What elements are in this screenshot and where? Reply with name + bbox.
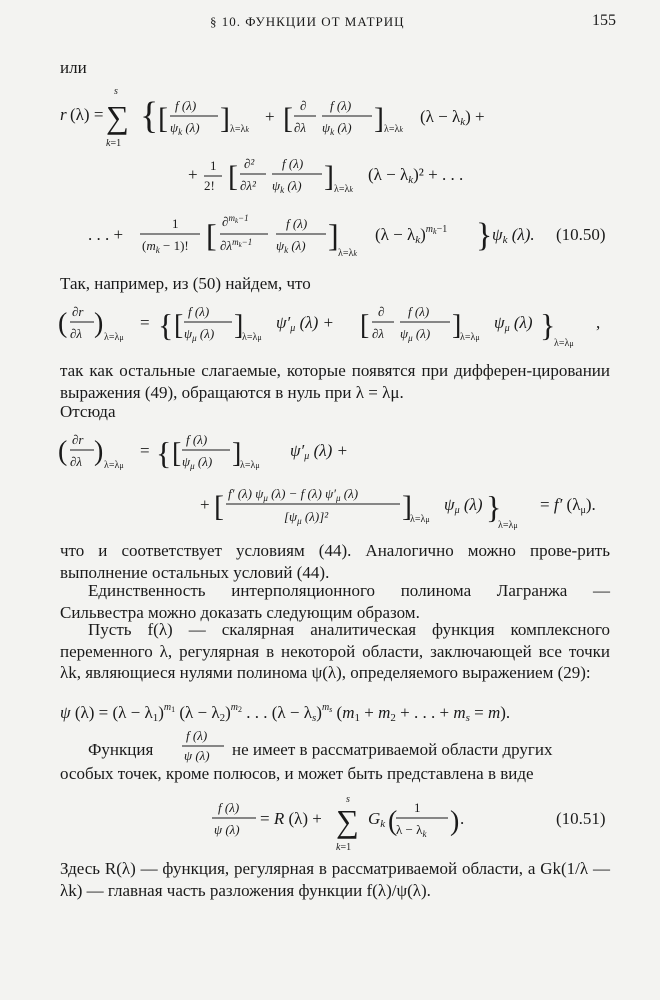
svg-text:[: [ [283,102,293,135]
svg-text:f (λ): f (λ) [286,216,308,231]
svg-text:+: + [188,165,198,184]
svg-text:f (λ): f (λ) [186,728,208,743]
svg-text:s: s [346,794,350,805]
svg-text:f (λ): f (λ) [186,432,208,447]
svg-text:1: 1 [172,216,179,231]
svg-text:ψμ (λ): $\psi_\mu$ (λ) [182,454,213,471]
text-otsyuda: Отсюда [60,402,116,421]
svg-text:ψμ (λ): ψμ (λ) [494,313,533,334]
svg-text:∂λ: ∂λ [70,454,83,469]
text-edinstvennost: Единственность интерполяционного полинома Лагранжа — Сильвестра можно доказать следующим образом. [60,581,610,622]
page-number: 155 [592,12,616,29]
svg-text:(λ) =: (λ) = [70,105,104,124]
svg-text:[: [ [172,438,182,469]
svg-text:(λ − λk) +: (λ − λk) + [420,107,485,128]
svg-text:ψ′μ (λ) +: ψ′μ (λ) + [276,313,334,334]
svg-text:λ=λμ: λ=λμ [104,332,124,343]
text-zdes: Здесь R(λ) — функция, регулярная в рассматриваемой области, а Gk(1/λ — λk) — главная часть разложения функции f(λ)/ψ(λ). [60,859,610,900]
svg-text:∂: ∂ [300,98,307,113]
svg-text:]: ] [374,102,384,135]
svg-text:f (λ): f (λ) [330,98,352,113]
svg-text:[: [ [360,310,370,341]
svg-text:ψk (λ): $\psi_k$ (λ) [272,178,302,195]
svg-text:]: ] [232,438,242,469]
svg-text:∂r: ∂r [72,304,84,319]
svg-text:]: ] [234,310,244,341]
text-funktsiya-suffix: не имеет в рассматриваемой области других [232,740,553,759]
svg-text:f (λ): f (λ) [175,98,197,113]
svg-text:): ) [94,436,104,467]
svg-text:ψ′μ (λ) +: ψ′μ (λ) + [290,441,348,462]
svg-text:ψk (λ).: ψk (λ). [492,225,535,246]
eq-label-10-50: (10.50) [556,225,606,244]
svg-text:ψk (λ): $\psi_k$ (λ) [322,120,352,137]
svg-text:]: ] [324,160,334,193]
svg-text:): ) [94,308,104,339]
svg-text:λ=λμ: λ=λμ [240,460,260,471]
fraction-f-over-psi [180,728,228,768]
svg-text:λ=λμ: λ=λμ [498,520,518,531]
text-tak-kak: так как остальные слагаемые, которые появятся при дифферен-цировании выражения (49), обращаются в нуль при λ = λμ. [60,361,610,402]
svg-text:λ=λμ: λ=λμ [104,460,124,471]
svg-text:. . . +: . . . + [88,225,124,244]
svg-text:]: ] [402,490,412,523]
svg-text:∂λ: ∂λ [372,326,385,341]
svg-text:ψ (λ): ψ (λ) [184,748,210,763]
svg-text:λ=λμ: λ=λμ [460,332,480,343]
svg-text:∂λ: ∂λ [70,326,83,341]
equation-check [0,424,660,534]
svg-text:λ=λμ: λ=λμ [242,332,262,343]
svg-text:λ=λμ: λ=λμ [410,514,430,525]
text-funktsiya-prefix: Функция [88,740,154,759]
svg-text:(: ( [388,806,398,837]
svg-text:λ=λk: λ=λk [334,184,353,195]
svg-text:(λ − λk)² + . . .: (λ − λk)² + . . . [368,165,464,186]
svg-text:ψk (λ): $\psi_k$ (λ) [276,238,306,255]
svg-text:ψμ (λ): $\psi_\mu$ (λ) [184,326,215,343]
svg-text:}: } [540,307,556,343]
svg-text:ψ (λ) = (λ − λ1)m1 (λ − λ2)m2: ψ $(\lambda) = (\lambda - \lambda 1)^m1$ $(\lambda - \lambda 2)^m2$ . . . $(\lambda - \lambda s)^ms$ (m1 + m2 + . . . + ms = m). [60,702,511,724]
svg-text:ψ (λ): ψ (λ) [214,822,240,837]
equation-10-51 [0,790,660,856]
svg-text:∂mk−1: ∂$^m$k−1 [222,213,249,229]
svg-text:λ=λk: λ=λk [384,124,403,135]
svg-text:f′ (λ) ψμ (λ) − f (λ) ψ′μ (λ): f′ (λ) $\psi_\mu$ (λ) − f (λ) $\psi'_\mu$ (λ) [228,486,359,503]
svg-text:[: [ [174,310,184,341]
svg-text:f (λ): f (λ) [188,304,210,319]
svg-text:∂²: ∂² [244,156,255,171]
svg-text:∂r: ∂r [72,432,84,447]
svg-text:f (λ): f (λ) [282,156,304,171]
eq-label-10-51: (10.51) [556,809,606,828]
svg-text:[: [ [228,160,238,193]
svg-text:k=1: k=1 [336,842,352,853]
svg-text:+: + [200,495,210,514]
svg-text:∂λmk−1: $\partial\lambda^mk-1$ [220,237,253,253]
equation-10-50 [0,80,660,270]
svg-text:[: [ [206,217,217,253]
svg-text:(mk − 1)!: $(m_k - 1)$! [142,238,189,255]
svg-text:ψk (λ): $\psi_k$ (λ) [170,120,200,137]
svg-text:}: } [486,489,502,525]
svg-text:r: r [60,105,67,124]
svg-text:Gk: Gk [368,809,386,830]
svg-text:1: 1 [414,800,421,815]
svg-text:+: + [265,107,275,126]
svg-text:}: } [476,217,493,254]
svg-text:=: = [140,313,150,332]
svg-text:]: ] [452,310,462,341]
svg-text:λ=λμ: λ=λμ [554,338,574,349]
svg-text:λ − λk: $\lambda - \lambda_k$ [396,822,427,839]
svg-text:.: . [460,809,465,828]
svg-text:λ=λk: λ=λk [338,248,357,259]
svg-text:∂λ: ∂λ [294,120,307,135]
svg-text:ψμ (λ): $\psi_\mu$ (λ) [400,326,431,343]
svg-text:f (λ): f (λ) [408,304,430,319]
running-title: § 10. ФУНКЦИИ ОТ МАТРИЦ [210,14,405,29]
equation-dr-dlambda [0,298,660,358]
svg-text:= f′ (λμ).: = f′ (λμ). [540,495,596,516]
svg-text:=: = [140,441,150,460]
svg-text:(λ − λk)mk−1: $(\lambda - \lambda k)^mk-1$ [375,224,448,246]
svg-text:[ψμ (λ)]²: [$\psi_\mu$ (λ)]² [284,509,329,526]
svg-text:]: ] [328,217,339,253]
svg-text:1: 1 [210,158,217,173]
equation-psi [0,694,660,728]
svg-text:[: [ [158,102,168,135]
svg-text:2!: 2! [204,178,215,193]
svg-text:{: { [158,307,174,343]
svg-text:∂λ²: ∂λ² [240,178,256,193]
text-chto-i: что и соответствует условиям (44). Аналогично можно прове-рить выполнение остальных условий (44). [60,541,610,582]
svg-text:s: s [114,86,118,97]
svg-text:{: { [156,435,172,471]
svg-text:k=1: k=1 [106,138,122,149]
text-tak-naprimer: Так, например, из (50) найдем, что [60,274,311,293]
svg-text:{: { [140,95,159,137]
svg-text:λ=λk: λ=λk [230,124,249,135]
text-ili: или [60,58,87,77]
text-osobykh: особых точек, кроме полюсов, и может быть представлена в виде [60,764,534,783]
svg-text:,: , [596,313,601,332]
svg-text:(: ( [58,308,68,339]
svg-text:∑: ∑ [106,99,129,135]
svg-text:(: ( [58,436,68,467]
svg-text:ψμ (λ): ψμ (λ) [444,495,483,516]
svg-text:= R (λ) +: = R (λ) + [260,809,322,828]
svg-text:]: ] [220,102,230,135]
svg-text:f (λ): f (λ) [218,800,240,815]
text-pust: Пусть f(λ) — скалярная аналитическая функция комплексного переменного λ, регулярная в некоторой области, заключающей все точки λk, являющиеся нулями полинома ψ(λ), определяемого выражением (29): [60,620,610,682]
svg-text:∂: ∂ [378,304,385,319]
svg-text:∑: ∑ [336,803,359,839]
svg-text:): ) [450,806,460,837]
svg-text:[: [ [214,490,224,523]
